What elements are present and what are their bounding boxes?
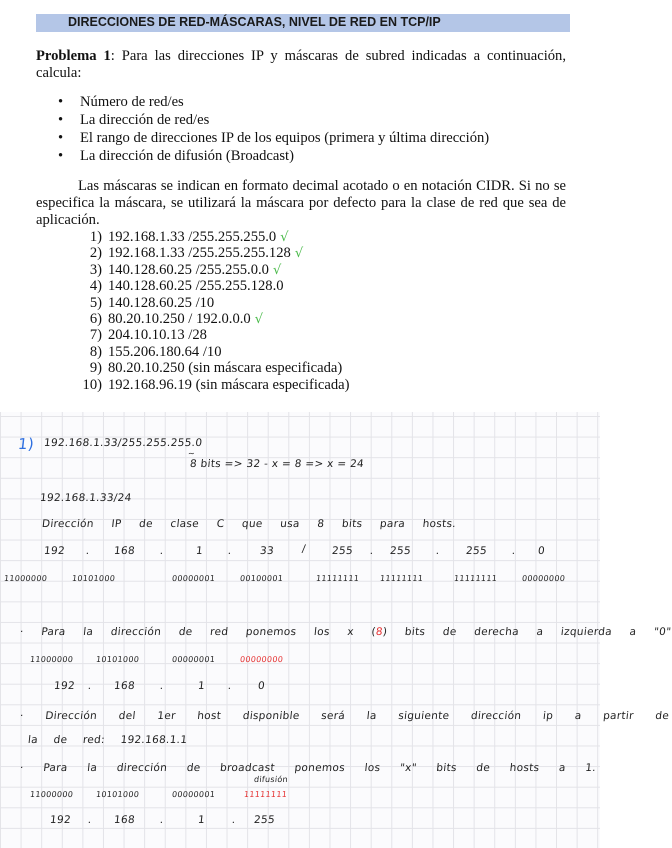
first-host-note: · Dirección del 1er host disponible será la siguiente dirección ip a partir de <box>19 710 670 722</box>
exercise-number: 1) <box>89 229 102 245</box>
net-dec-separator: . <box>87 680 93 692</box>
net-dec-octet: 1 <box>197 680 206 692</box>
exercise-item <box>36 377 566 393</box>
exercise-item <box>36 229 566 245</box>
dec-octet: 192 <box>43 545 66 557</box>
net-dec-separator: . <box>227 680 233 692</box>
exercise-number: 8) <box>89 343 102 360</box>
exercise-item <box>36 327 566 343</box>
exercise-item <box>36 278 566 294</box>
net-dec-octet: 0 <box>257 680 266 692</box>
dec-octet: 255 <box>465 545 488 557</box>
bc-bin-octet: 00000001 <box>171 790 216 799</box>
bin-octet: 11000000 <box>3 574 48 583</box>
dec-separator: . <box>511 545 517 557</box>
task-item: • El rango de direcciones IP de los equipos (primera y última dirección) <box>80 130 566 148</box>
notes-cidr: 192.168.1.33/24 <box>39 492 133 504</box>
exercise-text: 140.128.60.25 /10 <box>108 294 215 311</box>
net-note-a: Para la dirección de red ponemos los x ( <box>40 626 377 638</box>
exercise-number: 6) <box>89 310 102 327</box>
exercise-text: 192.168.96.19 (sin máscara especificada) <box>108 376 350 393</box>
checkmark-icon: √ <box>294 246 304 262</box>
problem-intro-text: : Para las direcciones IP y máscaras de subred indicadas a continuación, calcula: <box>36 48 566 81</box>
bc-bin-octet: 11000000 <box>29 790 74 799</box>
exercise-number: 9) <box>89 360 102 377</box>
bin-octet: 11111111 <box>379 574 424 583</box>
exercise-text: 140.128.60.25 /255.255.0.0 <box>108 261 269 278</box>
broadcast-note: · Para la dirección de broadcast ponemos los "x" bits de hosts a 1. <box>19 762 597 774</box>
exercise-text: 204.10.10.13 /28 <box>108 327 207 344</box>
dec-octet: 0 <box>537 545 546 557</box>
bc-dec-octet: 1 <box>197 814 206 826</box>
exercise-item <box>36 262 566 278</box>
bc-dec-separator: . <box>159 814 165 826</box>
first-host-note-a: Dirección del 1er host disponible será la siguiente dirección ip a partir de <box>44 710 670 722</box>
bc-bin-host-octet: 11111111 <box>243 790 288 799</box>
net-note-x: 8 <box>375 626 384 638</box>
exercise-number: 5) <box>89 294 102 311</box>
instructions: Las máscaras se indican en formato decimal acotado o en notación CIDR. Si no se especifica la máscara, se utilizará la máscara por defecto para la clase de red que sea de aplicación. <box>36 178 566 228</box>
dec-separator: . <box>159 545 165 557</box>
exercise-number: 4) <box>89 278 102 295</box>
task-item: • Número de red/es <box>80 94 566 112</box>
net-dec-octet: 192 <box>53 680 76 692</box>
broadcast-note-text: Para la dirección de broadcast ponemos los "x" bits de hosts a 1. <box>42 762 597 774</box>
bin-octet: 00000000 <box>521 574 566 583</box>
bc-bin-octet: 10101000 <box>95 790 140 799</box>
calc-mark: ~ <box>187 449 196 458</box>
dec-octet: 255 <box>389 545 412 557</box>
exercise-text: 80.20.10.250 (sin máscara especificada) <box>108 360 343 377</box>
bc-dec-octet: 192 <box>49 814 72 826</box>
exercise-number: 3) <box>89 261 102 278</box>
problem-statement <box>36 48 566 393</box>
checkmark-icon: √ <box>254 311 263 327</box>
dec-separator: . <box>435 545 441 557</box>
dec-separator: . <box>227 545 233 557</box>
net-bin-octet: 00000001 <box>171 655 216 664</box>
page-title: DIRECCIONES DE RED-MÁSCARAS, NIVEL DE RED EN TCP/IP <box>68 15 441 29</box>
dec-octet: 33 <box>259 545 275 557</box>
bin-octet: 00000001 <box>171 574 216 583</box>
exercise-list <box>36 229 566 393</box>
task-item: • La dirección de difusión (Broadcast) <box>80 148 566 166</box>
exercise-item <box>36 295 566 311</box>
bc-dec-separator: . <box>231 814 237 826</box>
problem-label: Problema 1 <box>36 48 111 64</box>
task-list <box>36 94 566 166</box>
exercise-text: 80.20.10.250 / 192.0.0.0 <box>108 310 251 327</box>
bin-octet: 11111111 <box>315 574 360 583</box>
notes-calc: 8 bits => 32 - x = 8 => x = 24 <box>189 458 365 470</box>
net-note: · Para la dirección de red ponemos los x (8) bits de derecha a izquierda a "0" <box>19 626 672 638</box>
first-host-note-b: la de red: 192.168.1.1 <box>27 734 188 746</box>
bin-octet: 00100001 <box>239 574 284 583</box>
exercise-text: 192.168.1.33 /255.255.255.128 <box>108 245 291 262</box>
exercise-number: 7) <box>89 327 102 344</box>
bc-dec-octet: 255 <box>253 814 276 826</box>
checkmark-icon: √ <box>272 262 282 278</box>
dec-octet: 168 <box>113 545 136 557</box>
problem-intro <box>36 48 566 82</box>
notes-line1: 192.168.1.33/255.255.255.0 <box>43 437 203 449</box>
dec-separator: / <box>301 543 307 555</box>
task-item: • La dirección de red/es <box>80 112 566 130</box>
checkmark-icon: √ <box>280 230 289 245</box>
exercise-text: 192.168.1.33 /255.255.255.0 <box>108 229 277 245</box>
dec-separator: . <box>369 545 375 557</box>
broadcast-note-sub: difusión <box>253 775 289 784</box>
exercise-item <box>36 311 566 327</box>
handwritten-notes <box>0 412 672 848</box>
class-note: Dirección IP de clase C que usa 8 bits para hosts. <box>41 518 457 530</box>
bin-octet: 11111111 <box>453 574 498 583</box>
bc-dec-separator: . <box>87 814 93 826</box>
exercise-text: 140.128.60.25 /255.255.128.0 <box>108 278 284 295</box>
exercise-item <box>36 245 566 261</box>
bc-dec-octet: 168 <box>113 814 136 826</box>
exercise-number: 10) <box>82 376 102 393</box>
exercise-number: 2) <box>89 245 102 262</box>
net-dec-octet: 168 <box>113 680 136 692</box>
net-dec-separator: . <box>159 680 165 692</box>
bin-octet: 10101000 <box>71 574 116 583</box>
dec-octet: 1 <box>195 545 204 557</box>
dec-separator: . <box>85 545 91 557</box>
exercise-text: 155.206.180.64 /10 <box>108 343 222 360</box>
net-bin-octet: 11000000 <box>29 655 74 664</box>
net-bin-host-octet: 00000000 <box>239 655 284 664</box>
exercise-item <box>36 344 566 360</box>
exercise-item <box>36 360 566 376</box>
net-note-b: ) bits de derecha a izquierda a "0" <box>382 626 672 638</box>
net-bin-octet: 10101000 <box>95 655 140 664</box>
dec-octet: 255 <box>331 545 354 557</box>
notes-marker: 1) <box>17 435 35 453</box>
